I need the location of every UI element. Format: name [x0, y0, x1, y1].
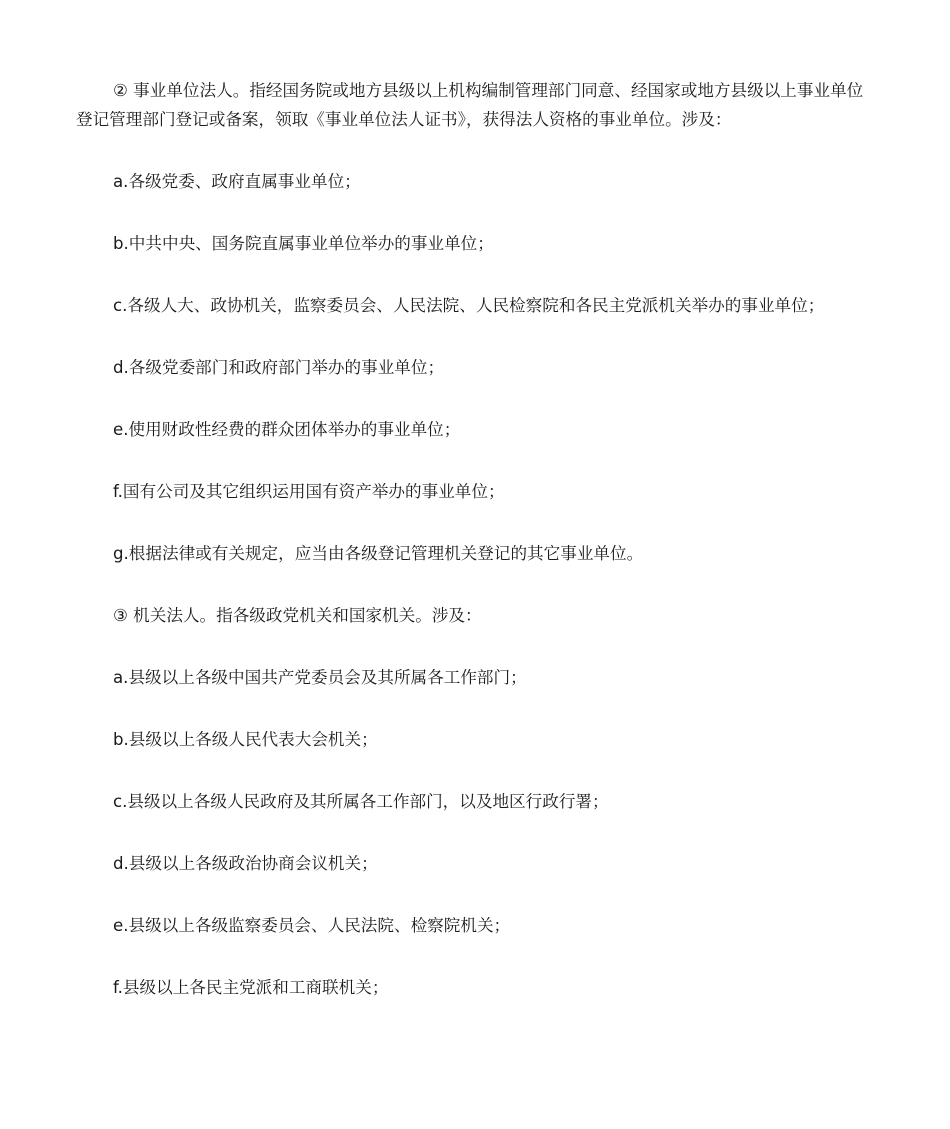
list-item: e.县级以上各级监察委员会、人民法院、检察院机关；	[113, 916, 511, 935]
list-item: b.县级以上各级人民代表大会机关；	[113, 730, 378, 749]
paragraph-government-organ-legal-person: ③ 机关法人。指各级政党机关和国家机关。涉及：	[113, 606, 482, 625]
list-item: e.使用财政性经费的群众团体举办的事业单位；	[113, 420, 461, 439]
list-item: d.县级以上各级政治协商会议机关；	[113, 854, 378, 873]
list-item: a.县级以上各级中国共产党委员会及其所属各工作部门；	[113, 668, 527, 687]
list-item: c.县级以上各级人民政府及其所属各工作部门，以及地区行政行署；	[113, 792, 609, 811]
list-item: b.中共中央、国务院直属事业单位举办的事业单位；	[113, 234, 494, 253]
list-item: a.各级党委、政府直属事业单位；	[113, 172, 361, 191]
list-item: d.各级党委部门和政府部门举办的事业单位；	[113, 358, 445, 377]
list-item: f.县级以上各民主党派和工商联机关；	[113, 978, 389, 997]
paragraph-public-institution-legal-person: ② 事业单位法人。指经国务院或地方县级以上机构编制管理部门同意、经国家或地方县级以上事业单位登记管理部门登记或备案，领取《事业单位法人证书》，获得法人资格的事业单位。涉及：	[76, 81, 864, 129]
list-item: f.国有公司及其它组织运用国有资产举办的事业单位；	[113, 482, 505, 501]
list-item: g.根据法律或有关规定，应当由各级登记管理机关登记的其它事业单位。	[113, 544, 644, 563]
list-item: c.各级人大、政协机关，监察委员会、人民法院、人民检察院和各民主党派机关举办的事业单位；	[113, 296, 825, 315]
